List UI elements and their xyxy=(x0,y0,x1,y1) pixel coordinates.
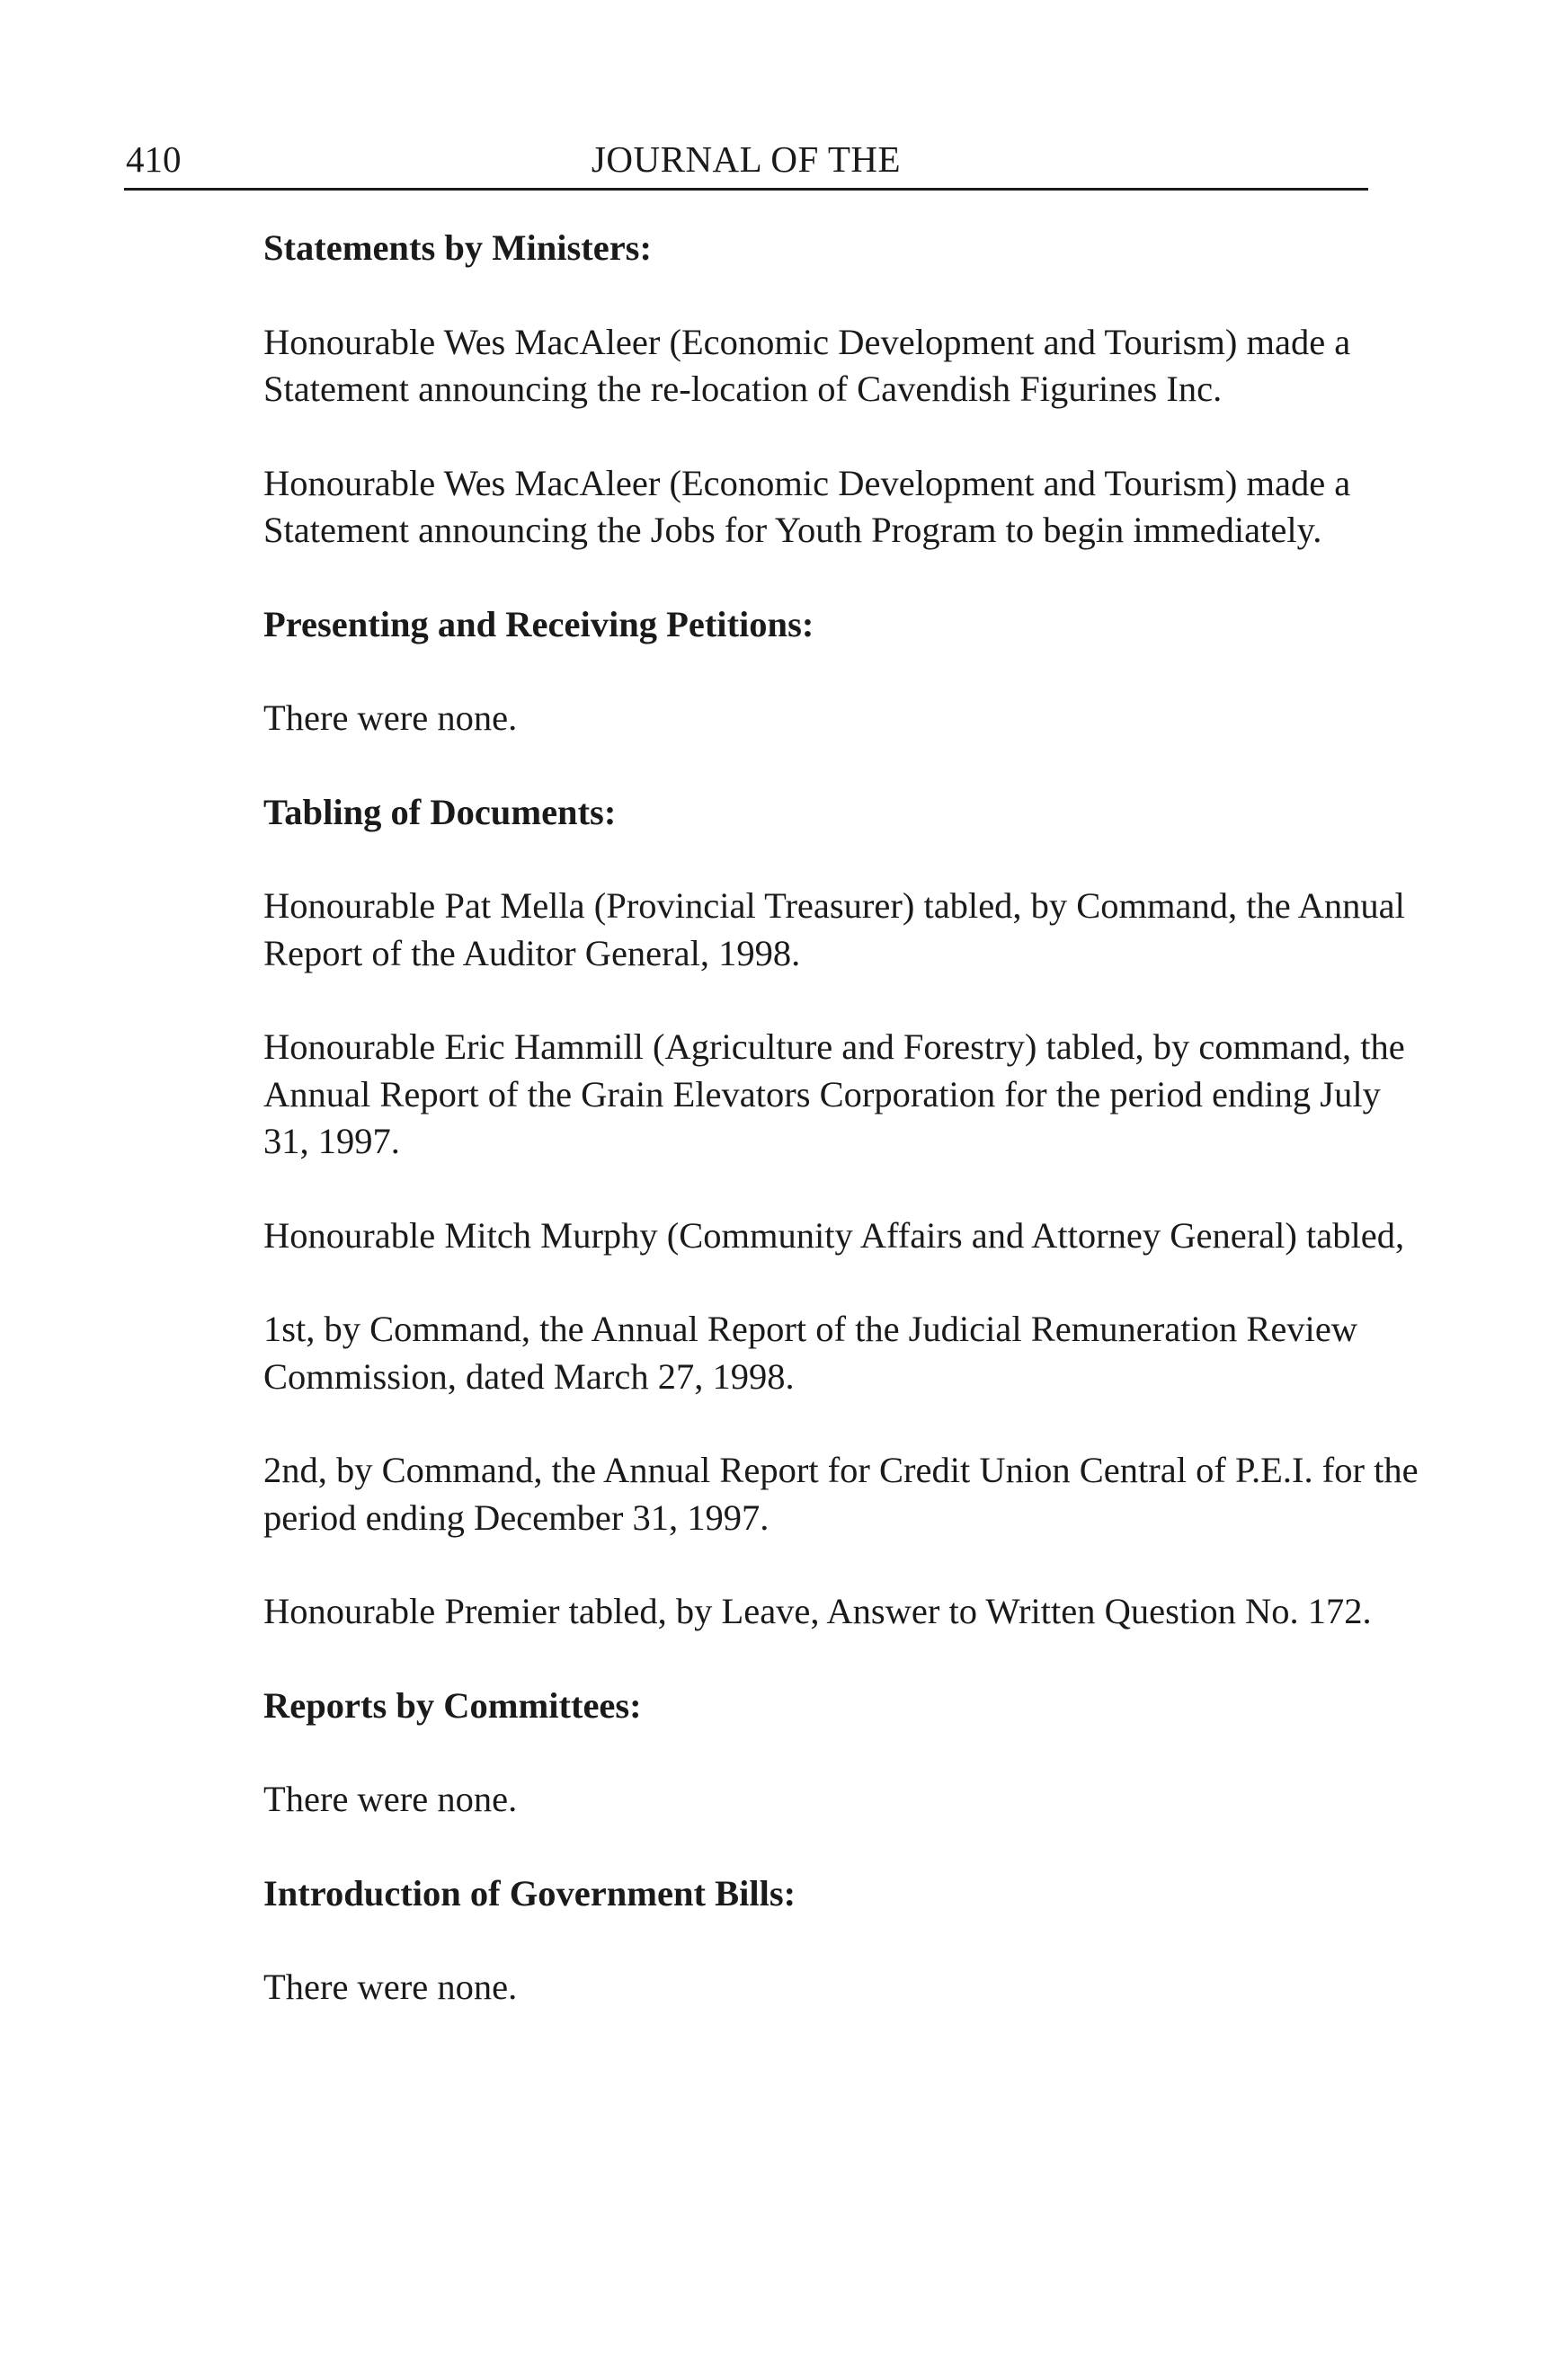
section-heading: Reports by Committees: xyxy=(263,1684,642,1726)
section-heading: Introduction of Government Bills: xyxy=(263,1872,796,1914)
running-head xyxy=(126,135,1366,183)
paragraph-line: Honourable Eric Hammill (Agriculture and Forestry) tabled, by command, the xyxy=(263,1026,1405,1067)
paragraph xyxy=(263,460,1486,555)
page-number: 410 xyxy=(126,138,182,180)
section-statements-by-ministers xyxy=(263,225,1486,555)
paragraph-line: Honourable Wes MacAleer (Economic Development and Tourism) made a xyxy=(263,321,1351,362)
header-rule xyxy=(124,188,1368,191)
paragraph-line: Honourable Mitch Murphy (Community Affairs and Attorney General) tabled, xyxy=(263,1214,1405,1256)
paragraph xyxy=(263,1588,1486,1636)
paragraph xyxy=(263,1447,1486,1541)
section-reports-by-committees xyxy=(263,1683,1486,1824)
paragraph-line: Honourable Pat Mella (Provincial Treasurer) tabled, by Command, the Annual xyxy=(263,885,1405,926)
journal-title: JOURNAL OF THE xyxy=(591,138,902,180)
paragraph-line: Honourable Premier tabled, by Leave, Answer to Written Question No. 172. xyxy=(263,1591,1372,1631)
section-heading: Tabling of Documents: xyxy=(263,791,617,832)
section-tabling-of-documents xyxy=(263,789,1486,1636)
paragraph xyxy=(263,1212,1486,1260)
paragraph: There were none. xyxy=(263,697,518,738)
paragraph-line: Annual Report of the Grain Elevators Corporation for the period ending July xyxy=(263,1073,1381,1115)
paragraph-line: Report of the Auditor General, 1998. xyxy=(263,932,801,973)
paragraph: There were none. xyxy=(263,1967,518,2007)
paragraph xyxy=(263,883,1486,977)
paragraph xyxy=(263,1024,1486,1166)
section-government-bills xyxy=(263,1870,1486,2011)
paragraph-line: Commission, dated March 27, 1998. xyxy=(263,1355,795,1397)
paragraph-line: 31, 1997. xyxy=(263,1121,400,1161)
paragraph-line: Statement announcing the re-location of Cavendish Figurines Inc. xyxy=(263,369,1223,409)
paragraph-line: period ending December 31, 1997. xyxy=(263,1496,770,1538)
paragraph: There were none. xyxy=(263,1779,518,1819)
section-petitions xyxy=(263,601,1486,742)
paragraph-line: Statement announcing the Jobs for Youth Program to begin immediately. xyxy=(263,510,1322,550)
paragraph xyxy=(263,319,1486,413)
paragraph-line: Honourable Wes MacAleer (Economic Development and Tourism) made a xyxy=(263,462,1351,503)
journal-body xyxy=(263,225,1486,2011)
paragraph-line: 2nd, by Command, the Annual Report for Credit Union Central of P.E.I. for the xyxy=(263,1450,1419,1490)
paragraph xyxy=(263,1306,1486,1400)
paragraph-line: 1st, by Command, the Annual Report of the Judicial Remuneration Review xyxy=(263,1309,1358,1349)
section-heading: Statements by Ministers: xyxy=(263,227,652,268)
section-heading: Presenting and Receiving Petitions: xyxy=(263,603,814,644)
